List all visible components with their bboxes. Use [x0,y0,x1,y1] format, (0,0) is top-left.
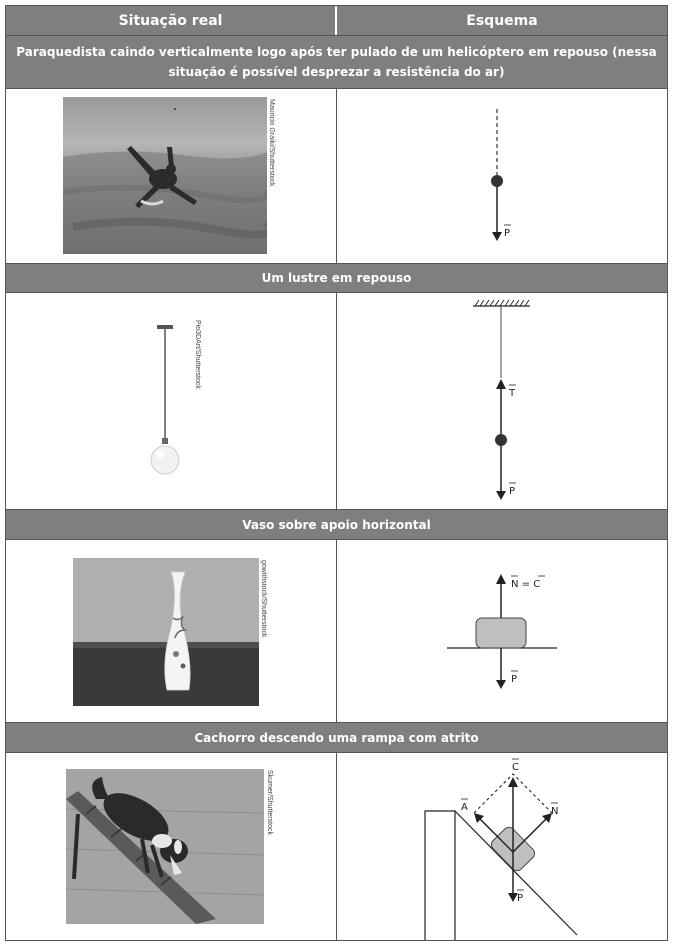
label-p: P [511,674,518,685]
arrowhead [492,232,502,241]
parachutist-photo [63,97,267,254]
arrowhead [496,574,506,584]
column-header-real: Situação real [6,6,335,35]
section-title-dog: Cachorro descendo uma rampa com atrito [6,723,667,752]
label-p: P [517,893,524,904]
wall [425,811,455,940]
body-point [495,434,507,446]
label-p: P [504,228,511,239]
arrowhead [508,777,518,787]
row-separator [6,263,667,264]
label-n-eq-c: N = C [511,579,541,590]
vase-free-body-diagram [337,540,667,722]
dog-photo [66,769,264,924]
inclined-ramp [455,811,577,935]
label-a: A [461,802,468,813]
label-p: P [509,486,516,497]
row-separator [6,722,667,723]
label-t: T [509,388,516,399]
parachutist-free-body-diagram [337,89,667,263]
photo-credit: Skumer/Shutterstock [266,770,273,835]
section-title-vase: Vaso sobre apoio horizontal [6,510,667,539]
label-c: C [512,762,519,773]
photo-credit: Mauricio Graiki/Shutterstock [268,99,275,187]
photo-credit: Pio3DArt/Shutterstock [194,320,201,389]
arrowhead [496,491,506,500]
row-separator [6,509,667,510]
photo-credit: gowithstock/Shutterstock [260,560,267,638]
header-divider [335,6,337,35]
body-point [491,175,503,187]
arrowhead [496,379,506,389]
block [476,618,526,648]
dog-free-body-diagram [337,753,667,940]
column-header-scheme: Esquema [337,6,667,35]
arrowhead [496,680,506,689]
section-title-parachutist: Paraquedista caindo verticalmente logo após ter pulado de um helicóptero em repouso (nessa situação é possível desprezar a resistência do ar) [6,36,667,88]
section-title-chandelier: Um lustre em repouso [6,264,667,292]
chandelier-photo [130,320,200,482]
vase-photo [73,558,259,706]
label-n: N [551,806,559,817]
chandelier-free-body-diagram [337,293,667,509]
